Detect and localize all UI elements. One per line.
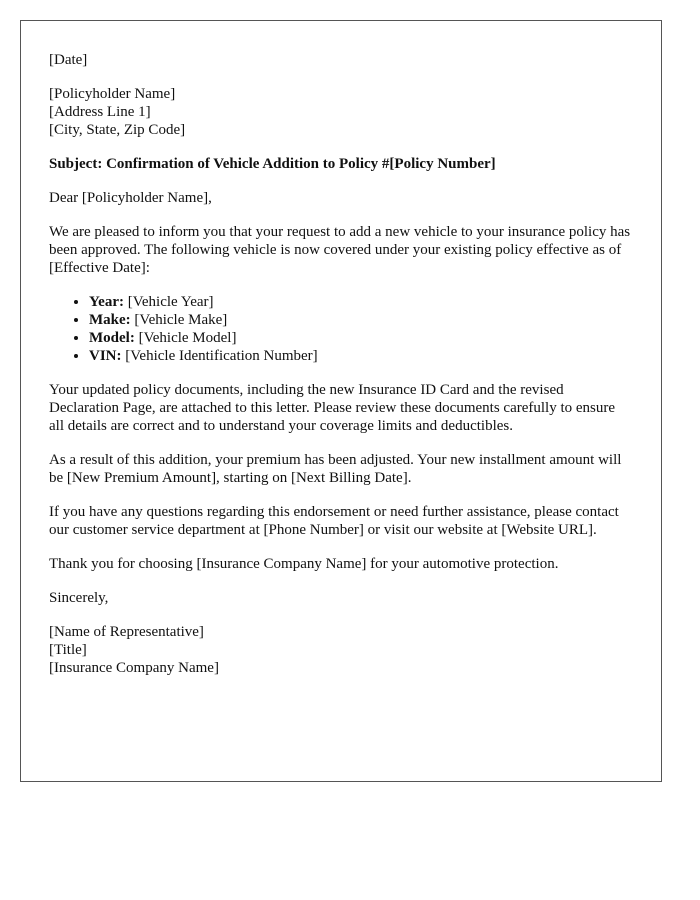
- letter-date: [Date]: [49, 52, 88, 68]
- signature-title: [Title]: [49, 642, 87, 658]
- signature-block: [49, 623, 633, 677]
- recipient-address: [49, 85, 633, 139]
- vehicle-make-item: [89, 311, 633, 329]
- vehicle-make-value: [Vehicle Make]: [130, 312, 228, 328]
- thanks-paragraph: Thank you for choosing [Insurance Company Name] for your automotive protection.: [49, 556, 559, 572]
- salutation: Dear [Policyholder Name],: [49, 190, 212, 206]
- vehicle-year-item: [89, 293, 633, 311]
- signature-name: [Name of Representative]: [49, 624, 204, 640]
- vehicle-vin-label: VIN:: [89, 348, 122, 364]
- recipient-city-state-zip: [City, State, Zip Code]: [49, 122, 186, 138]
- vehicle-vin-value: [Vehicle Identification Number]: [121, 348, 318, 364]
- recipient-address-line1: [Address Line 1]: [49, 104, 151, 120]
- vehicle-model-item: [89, 329, 633, 347]
- letter-page: [20, 20, 662, 782]
- premium-paragraph: As a result of this addition, your premium has been adjusted. Your new installment amount will be [New Premium Amount], starting on [Next Billing Date].: [49, 452, 622, 486]
- contact-paragraph: If you have any questions regarding this endorsement or need further assistance, please contact our customer service department at [Phone Number] or visit our website at [Website URL].: [49, 504, 619, 538]
- closing: Sincerely,: [49, 590, 109, 606]
- documents-paragraph: Your updated policy documents, including the new Insurance ID Card and the revised Declaration Page, are attached to this letter. Please review these documents carefully to ensure all details are correct and to understand your coverage limits and deductibles.: [49, 382, 616, 434]
- recipient-name: [Policyholder Name]: [49, 86, 176, 102]
- vehicle-year-label: Year:: [89, 294, 124, 310]
- vehicle-model-label: Model:: [89, 330, 135, 346]
- signature-company: [Insurance Company Name]: [49, 660, 219, 676]
- vehicle-details-list: [49, 293, 633, 365]
- vehicle-make-label: Make:: [89, 312, 131, 328]
- intro-paragraph: We are pleased to inform you that your request to add a new vehicle to your insurance policy has been approved. The following vehicle is now covered under your existing policy effective as of [Effective Date]:: [49, 224, 631, 276]
- vehicle-model-value: [Vehicle Model]: [134, 330, 237, 346]
- vehicle-vin-item: [89, 347, 633, 365]
- subject-line: Subject: Confirmation of Vehicle Addition to Policy #[Policy Number]: [49, 156, 496, 172]
- vehicle-year-value: [Vehicle Year]: [123, 294, 214, 310]
